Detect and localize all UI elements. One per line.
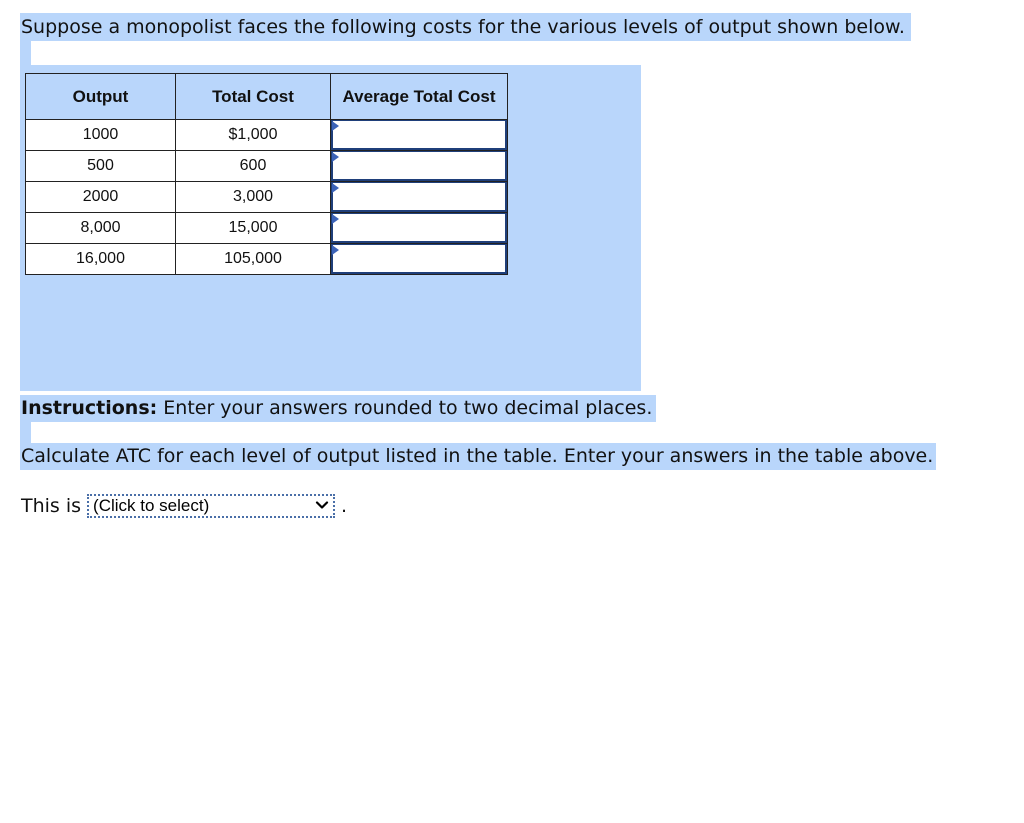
total-cost-cell: 15,000: [176, 213, 331, 244]
intro-text: Suppose a monopolist faces the following costs for the various levels of output shown below.: [20, 13, 911, 41]
calc-prompt: Calculate ATC for each level of output listed in the table. Enter your answers in the table above.: [20, 443, 936, 470]
atc-cell: [331, 182, 508, 213]
output-cell: 16,000: [26, 244, 176, 275]
triangle-right-icon: [332, 183, 339, 193]
output-cell: 2000: [26, 182, 176, 213]
instructions-body: Enter your answers rounded to two decimal places.: [157, 397, 653, 419]
sentence-period: .: [341, 495, 348, 517]
table-header-row: [26, 74, 508, 120]
cost-table: [25, 73, 508, 275]
header-output: Output: [26, 74, 176, 120]
table-row: [26, 120, 508, 151]
atc-input-8000[interactable]: [331, 213, 507, 243]
instructions-text: [20, 395, 656, 422]
total-cost-cell: 3,000: [176, 182, 331, 213]
total-cost-cell: 105,000: [176, 244, 331, 275]
this-is-label: This is: [21, 495, 82, 517]
select-value: (Click to select): [93, 496, 210, 515]
chevron-down-icon: [315, 498, 329, 512]
answer-select[interactable]: [87, 494, 335, 518]
atc-input-2000[interactable]: [331, 182, 507, 212]
output-cell: 1000: [26, 120, 176, 151]
triangle-right-icon: [332, 152, 339, 162]
total-cost-cell: 600: [176, 151, 331, 182]
instructions-label: Instructions:: [21, 397, 158, 419]
atc-input-16000[interactable]: [331, 244, 507, 274]
header-average-total-cost: Average Total Cost: [331, 74, 508, 120]
atc-cell: [331, 244, 508, 275]
this-is-line: [21, 492, 347, 520]
table-row: [26, 244, 508, 275]
atc-cell: [331, 151, 508, 182]
output-cell: 500: [26, 151, 176, 182]
triangle-right-icon: [332, 214, 339, 224]
header-total-cost: Total Cost: [176, 74, 331, 120]
atc-cell: [331, 213, 508, 244]
atc-cell: [331, 120, 508, 151]
atc-input-500[interactable]: [331, 151, 507, 181]
triangle-right-icon: [332, 121, 339, 131]
highlight-sliver: [20, 41, 31, 65]
atc-input-1000[interactable]: [331, 120, 507, 150]
triangle-right-icon: [332, 245, 339, 255]
table-row: [26, 182, 508, 213]
output-cell: 8,000: [26, 213, 176, 244]
table-row: [26, 151, 508, 182]
total-cost-cell: $1,000: [176, 120, 331, 151]
table-row: [26, 213, 508, 244]
